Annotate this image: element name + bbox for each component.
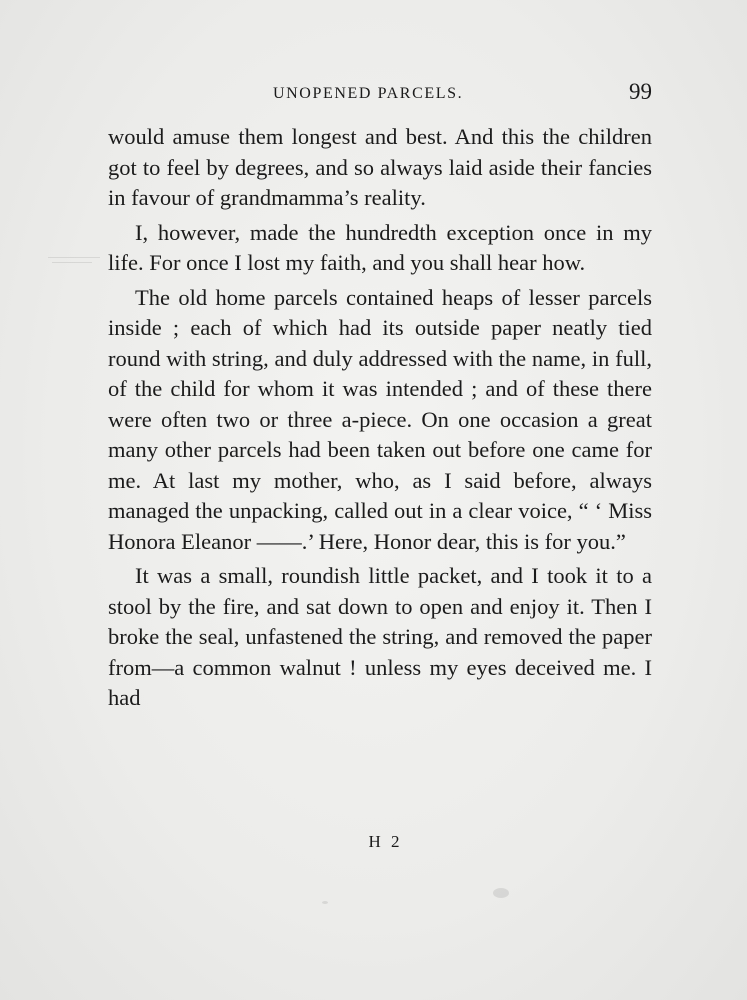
body-text — [108, 122, 652, 718]
running-head — [108, 79, 652, 106]
show-through-line — [52, 262, 92, 263]
running-head-title: UNOPENED PARCELS. — [273, 85, 464, 102]
paper-spot — [322, 901, 328, 904]
page-number: 99 — [629, 79, 652, 104]
paragraph: I, however, made the hundredth exception once in my life. For once I lost my faith, and you shall hear how. — [108, 219, 652, 275]
paragraph: It was a small, roundish little packet, and I took it to a stool by the fire, and sat down to open and enjoy it. Then I broke the seal, unfastened the string, and removed the paper from—a common walnut ! unless my eyes deceived me. I had — [108, 563, 652, 710]
show-through-line — [48, 257, 100, 258]
paragraph-continued: would amuse them longest and best. And this the children got to feel by degrees, and so always laid aside their fancies in favour of grandmamma’s reality. — [108, 124, 652, 210]
paper-spot — [493, 888, 509, 898]
paragraph: The old home parcels contained heaps of lesser parcels inside ; each of which had its outside paper neatly tied round with string, and duly addressed with the name, in full, of the child for whom it was intended ; and of these there were often two or three a-piece. On one occasion a great many other parcels had been taken out before one came for me. At last my mother, who, as I said before, always managed the unpacking, called out in a clear voice, “ ‘ Miss Honora Eleanor ——.’ Here, Honor dear, this is for you.” — [108, 284, 652, 554]
signature-mark: H 2 — [368, 832, 403, 851]
